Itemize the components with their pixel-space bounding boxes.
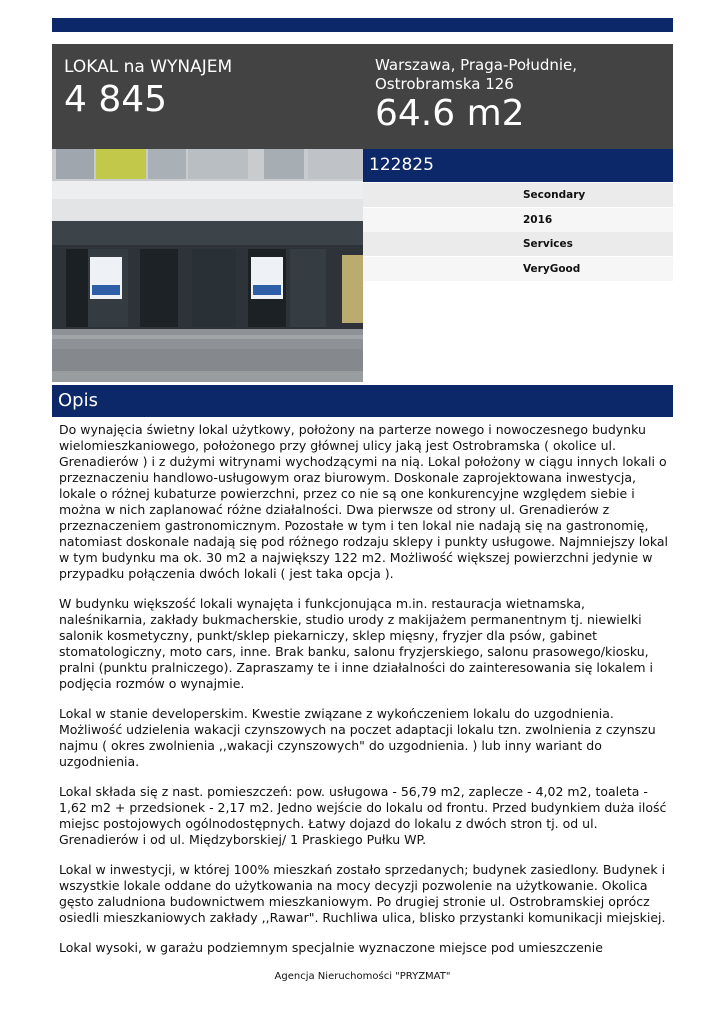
- attribute-row: [363, 257, 673, 281]
- reference-number: 122825: [369, 155, 434, 175]
- attribute-condition: VeryGood: [523, 262, 581, 275]
- top-accent-bar: [52, 18, 673, 32]
- reference-number-bar: [363, 149, 673, 182]
- rental-sign-left: [90, 257, 122, 299]
- description-paragraph: Lokal w inwestycji, w której 100% mieszkań zostało sprzedanych; budynek zasiedlony. Budynek i wszystkie lokale oddane do użytkowania na mocy decyzji pozwolenie na użytkowanie. Okolica gęsto zaludniona budownictwem mieszkaniowym. Po drugiej stronie ul. Ostrobramskiej oprócz osiedli mieszkaniowych zakłady ,,Rawar". Ruchliwa ulica, blisko przystanki komunikacji miejskiej.: [59, 862, 666, 925]
- footer-agency: Agencja Nieruchomości "PRYZMAT": [274, 971, 451, 982]
- attribute-row: [363, 208, 673, 232]
- attribute-market: Secondary: [523, 189, 586, 201]
- description-paragraph: Lokal składa się z nast. pomieszczeń: pow. usługowa - 56,79 m2, zaplecze - 4,02 m2, toaleta - 1,62 m2 + przedsionek - 2,17 m2. Jedno wejście do lokalu od frontu. Przed budynkiem duża ilość miejsc postojowych ogólnodostępnych. Łatwy dojazd do lokalu z dwóch stron tj. od ul. Grenadierów i od ul. Międzyborskiej/ 1 Praskiego Pułku WP.: [59, 784, 667, 847]
- description-paragraph: W budynku większość lokali wynajęta i funkcjonująca m.in. restauracja wietnamska, naleśnikarnia, zakłady bukmacherskie, studio urody z makijażem permanentnym tj. niewielki salonik kosmetyczny, punkt/sklep piekarniczy, sklep mięsny, fryzjer dla psów, gabinet stomatologiczny, moto cars, inne. Brak banku, salonu fryzjerskiego, salonu prasowego/kiosku, pralni (punktu pralniczego). Zapraszamy te i inne działalności do zainteresowania się lokalem i podjęcia rozmów o wynajmie.: [59, 596, 653, 691]
- description-paragraph: Lokal w stanie developerskim. Kwestie związane z wykończeniem lokalu do uzgodnienia. Możliwość udzielenia wakacji czynszowych na poczet adaptacji lokalu tzn. zwolnienia z czynszu najmu ( okres zwolnienia ,,wakacji czynszowych" do uzgodnienia. ) lub inny wariant do uzgodnienia.: [59, 706, 656, 769]
- listing-type-price: [64, 56, 232, 120]
- section-title: Opis: [58, 390, 98, 411]
- description-paragraph: Lokal wysoki, w garażu podziemnym specjalnie wyznaczone miejsce pod umieszczenie: [59, 940, 603, 955]
- attribute-row: [363, 183, 673, 207]
- rental-sign-right: [251, 257, 283, 299]
- attribute-row: [363, 232, 673, 256]
- listing-header: [52, 44, 673, 149]
- listing-type: LOKAL na WYNAJEM: [64, 57, 233, 77]
- attribute-purpose: Services: [523, 238, 573, 250]
- description-paragraph: Do wynajęcia świetny lokal użytkowy, położony na parterze nowego i nowoczesnego budynku wielomieszkaniowego, położonego przy głównej ulicy jaką jest Ostrobramska ( okolice ul. Grenadierów ) i z dużymi witrynami wychodzącymi na nią. Lokal położony w ciągu innych lokali o przeznaczeniu handlowo-usługowym oraz biurowym. Doskonale zaprojektowana inwestycja, lokale o różnej kubaturze powierzchni, przez co nie są one konkurencyjne względem siebie i można w nich zaplanować różne działalności. Dwa pierwsze od strony ul. Grenadierów z przeznaczeniem gastronomicznym. Pozostałe w tym i ten lokal nie nadają się na gastronomię, natomiast doskonale nadają się pod różnego rodzaju sklepy i punkty usługowe. Najmniejszy lokal w tym budynku ma ok. 30 m2 a największy 122 m2. Możliwość większej powierzchni jedynie w przypadku połączenia dwóch lokali ( jest taka opcja ).: [59, 422, 669, 581]
- property-attributes: [363, 183, 673, 281]
- listing-address: Warszawa, Praga-Południe, Ostrobramska 126: [375, 56, 578, 93]
- property-photo: [52, 149, 363, 382]
- listing-location-area: [375, 56, 665, 134]
- listing-area: 64.6 m2: [375, 93, 525, 134]
- description-body: [59, 422, 671, 970]
- attribute-year: 2016: [523, 213, 553, 226]
- listing-price: 4 845: [64, 79, 168, 120]
- description-section-header: [52, 385, 673, 417]
